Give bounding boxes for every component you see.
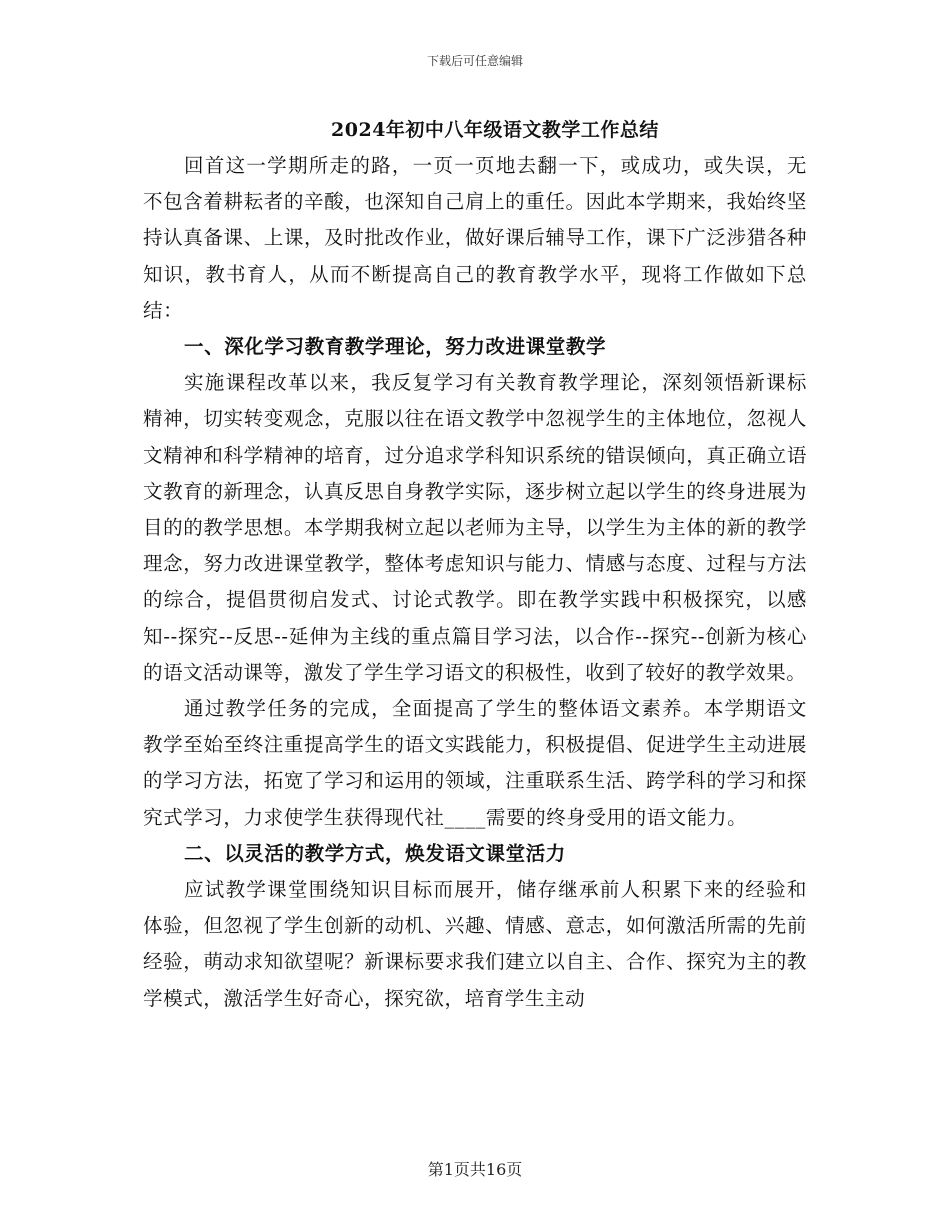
paragraph-intro: 回首这一学期所走的路，一页一页地去翻一下，或成功，或失误，无不包含着耕耘者的辛酸，也深知自己肩上的重任。因此本学期来，我始终坚持认真备课、上课，及时批改作业，做好课后辅导工作，课下广泛涉猎各种知识，教书育人，从而不断提高自己的教育教学水平，现将工作做如下总结： [143, 154, 807, 322]
section-heading-1: 一、深化学习教育教学理论，努力改进课堂教学 [184, 335, 607, 359]
document-body [143, 148, 807, 1017]
paragraph-section1-b: 通过教学任务的完成，全面提高了学生的整体语文素养。本学期语文教学至始至终注重提高学生的语文实践能力，积极提倡、促进学生主动进展的学习方法，拓宽了学习和运用的领域，注重联系生活、跨学科的学习和探究式学习，力求使学生获得现代社____需要的终身受用的语文能力。 [143, 697, 807, 829]
section-heading-2: 二、以灵活的教学方式，焕发语文课堂活力 [184, 841, 566, 865]
page-footer-number: 第1页共16页 [427, 1160, 523, 1179]
paragraph-section1-a: 实施课程改革以来，我反复学习有关教育教学理论，深刻领悟新课标精神，切实转变观念，克服以往在语文教学中忽视学生的主体地位，忽视人文精神和科学精神的培育，过分追求学科知识系统的错误倾向，真正确立语文教育的新理念，认真反思自身教学实际，逐步树立起以学生的终身进展为目的的教学思想。本学期我树立起以老师为主导，以学生为主体的新的教学理念，努力改进课堂教学，整体考虑知识与能力、情感与态度、过程与方法的综合，提倡贯彻启发式、讨论式教学。即在教学实践中积极探究，以感知--探究--反思--延伸为主线的重点篇目学习法，以合作--探究--创新为核心的语文活动课等，激发了学生学习语文的积极性，收到了较好的教学效果。 [143, 371, 807, 684]
paragraph-section2-a: 应试教学课堂围绕知识目标而展开，储存继承前人积累下来的经验和体验，但忽视了学生创新的动机、兴趣、情感、意志，如何激活所需的先前经验，萌动求知欲望呢？新课标要求我们建立以自主、合作、探究为主的教学模式，激活学生好奇心，探究欲，培育学生主动 [143, 878, 807, 1010]
document-title: 2024年初中八年级语文教学工作总结 [331, 119, 659, 141]
page-header-note: 下载后可任意编辑 [426, 54, 523, 68]
